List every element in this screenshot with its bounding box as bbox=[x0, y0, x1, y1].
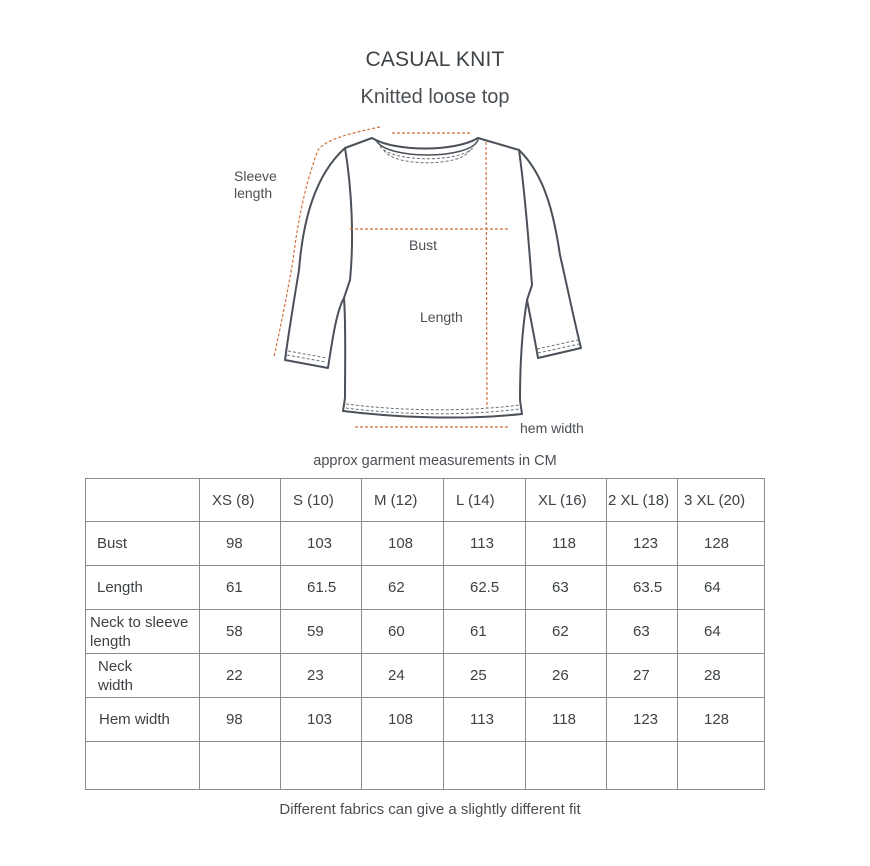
table-cell: 59 bbox=[281, 610, 362, 654]
table-cell: 98 bbox=[200, 522, 281, 566]
table-cell: 123 bbox=[607, 522, 678, 566]
row-label bbox=[86, 654, 200, 698]
right-sleeve-outline bbox=[519, 150, 581, 358]
table-row bbox=[86, 698, 765, 742]
table-cell: 128 bbox=[678, 522, 765, 566]
table-cell: 62 bbox=[526, 610, 607, 654]
table-cell: 108 bbox=[362, 698, 444, 742]
table-row bbox=[86, 566, 765, 610]
table-cell: 58 bbox=[200, 610, 281, 654]
table-row bbox=[86, 610, 765, 654]
table-cell: 128 bbox=[678, 698, 765, 742]
table-header-row bbox=[86, 479, 765, 522]
row-label-line1: Neck bbox=[98, 657, 133, 675]
sleeve-label-line2: length bbox=[234, 185, 273, 201]
row-label: Length bbox=[86, 566, 200, 610]
fit-note: Different fabrics can give a slightly different fit bbox=[279, 801, 581, 818]
table-row bbox=[86, 654, 765, 698]
table-cell: 108 bbox=[362, 522, 444, 566]
row-label-line1: Neck to sleeve bbox=[90, 613, 189, 631]
table-cell: 64 bbox=[678, 610, 765, 654]
table-cell bbox=[526, 742, 607, 790]
table-cell: 63.5 bbox=[607, 566, 678, 610]
column-header: L (14) bbox=[444, 479, 526, 522]
column-header: XL (16) bbox=[526, 479, 607, 522]
row-label-line2: width bbox=[98, 676, 134, 694]
column-header: XS (8) bbox=[200, 479, 281, 522]
length-guide bbox=[486, 142, 487, 408]
measurements-caption: approx garment measurements in CM bbox=[313, 453, 557, 469]
row-label: Bust bbox=[86, 522, 200, 566]
table-cell bbox=[678, 742, 765, 790]
column-header: 2 XL (18) bbox=[607, 479, 678, 522]
table-cell: 123 bbox=[607, 698, 678, 742]
table-cell: 118 bbox=[526, 698, 607, 742]
column-header: S (10) bbox=[281, 479, 362, 522]
table-cell: 23 bbox=[281, 654, 362, 698]
table-cell: 98 bbox=[200, 698, 281, 742]
table-cell bbox=[362, 742, 444, 790]
table-cell: 103 bbox=[281, 698, 362, 742]
table-cell: 62.5 bbox=[444, 566, 526, 610]
column-header: M (12) bbox=[362, 479, 444, 522]
row-label: Hem width bbox=[86, 698, 200, 742]
length-label: Length bbox=[420, 309, 463, 325]
table-cell: 61 bbox=[444, 610, 526, 654]
left-sleeve-outline bbox=[285, 148, 345, 368]
page-subtitle: Knitted loose top bbox=[360, 86, 510, 108]
table-cell: 113 bbox=[444, 698, 526, 742]
hem-width-label: hem width bbox=[520, 420, 584, 436]
sleeve-label-line1: Sleeve bbox=[234, 168, 277, 184]
table-cell bbox=[86, 742, 200, 790]
row-label bbox=[86, 610, 200, 654]
table-cell: 62 bbox=[362, 566, 444, 610]
table-corner-cell bbox=[86, 479, 200, 522]
table-cell: 60 bbox=[362, 610, 444, 654]
column-header: 3 XL (20) bbox=[678, 479, 765, 522]
table-cell bbox=[200, 742, 281, 790]
garment-outline bbox=[343, 138, 532, 418]
table-cell: 61 bbox=[200, 566, 281, 610]
size-table bbox=[85, 478, 765, 790]
row-label-line2: length bbox=[90, 632, 131, 650]
page-title: CASUAL KNIT bbox=[365, 48, 505, 71]
bust-label: Bust bbox=[409, 237, 438, 253]
table-cell: 28 bbox=[678, 654, 765, 698]
table-row bbox=[86, 522, 765, 566]
table-row-empty bbox=[86, 742, 765, 790]
table-cell: 26 bbox=[526, 654, 607, 698]
table-cell bbox=[281, 742, 362, 790]
table-cell: 63 bbox=[526, 566, 607, 610]
table-cell: 22 bbox=[200, 654, 281, 698]
table-cell bbox=[444, 742, 526, 790]
table-cell: 64 bbox=[678, 566, 765, 610]
table-cell: 113 bbox=[444, 522, 526, 566]
sleeve-length-label bbox=[234, 168, 277, 202]
table-cell: 63 bbox=[607, 610, 678, 654]
table-cell bbox=[607, 742, 678, 790]
table-cell: 25 bbox=[444, 654, 526, 698]
table-cell: 118 bbox=[526, 522, 607, 566]
table-cell: 103 bbox=[281, 522, 362, 566]
table-cell: 27 bbox=[607, 654, 678, 698]
table-cell: 24 bbox=[362, 654, 444, 698]
table-cell: 61.5 bbox=[281, 566, 362, 610]
